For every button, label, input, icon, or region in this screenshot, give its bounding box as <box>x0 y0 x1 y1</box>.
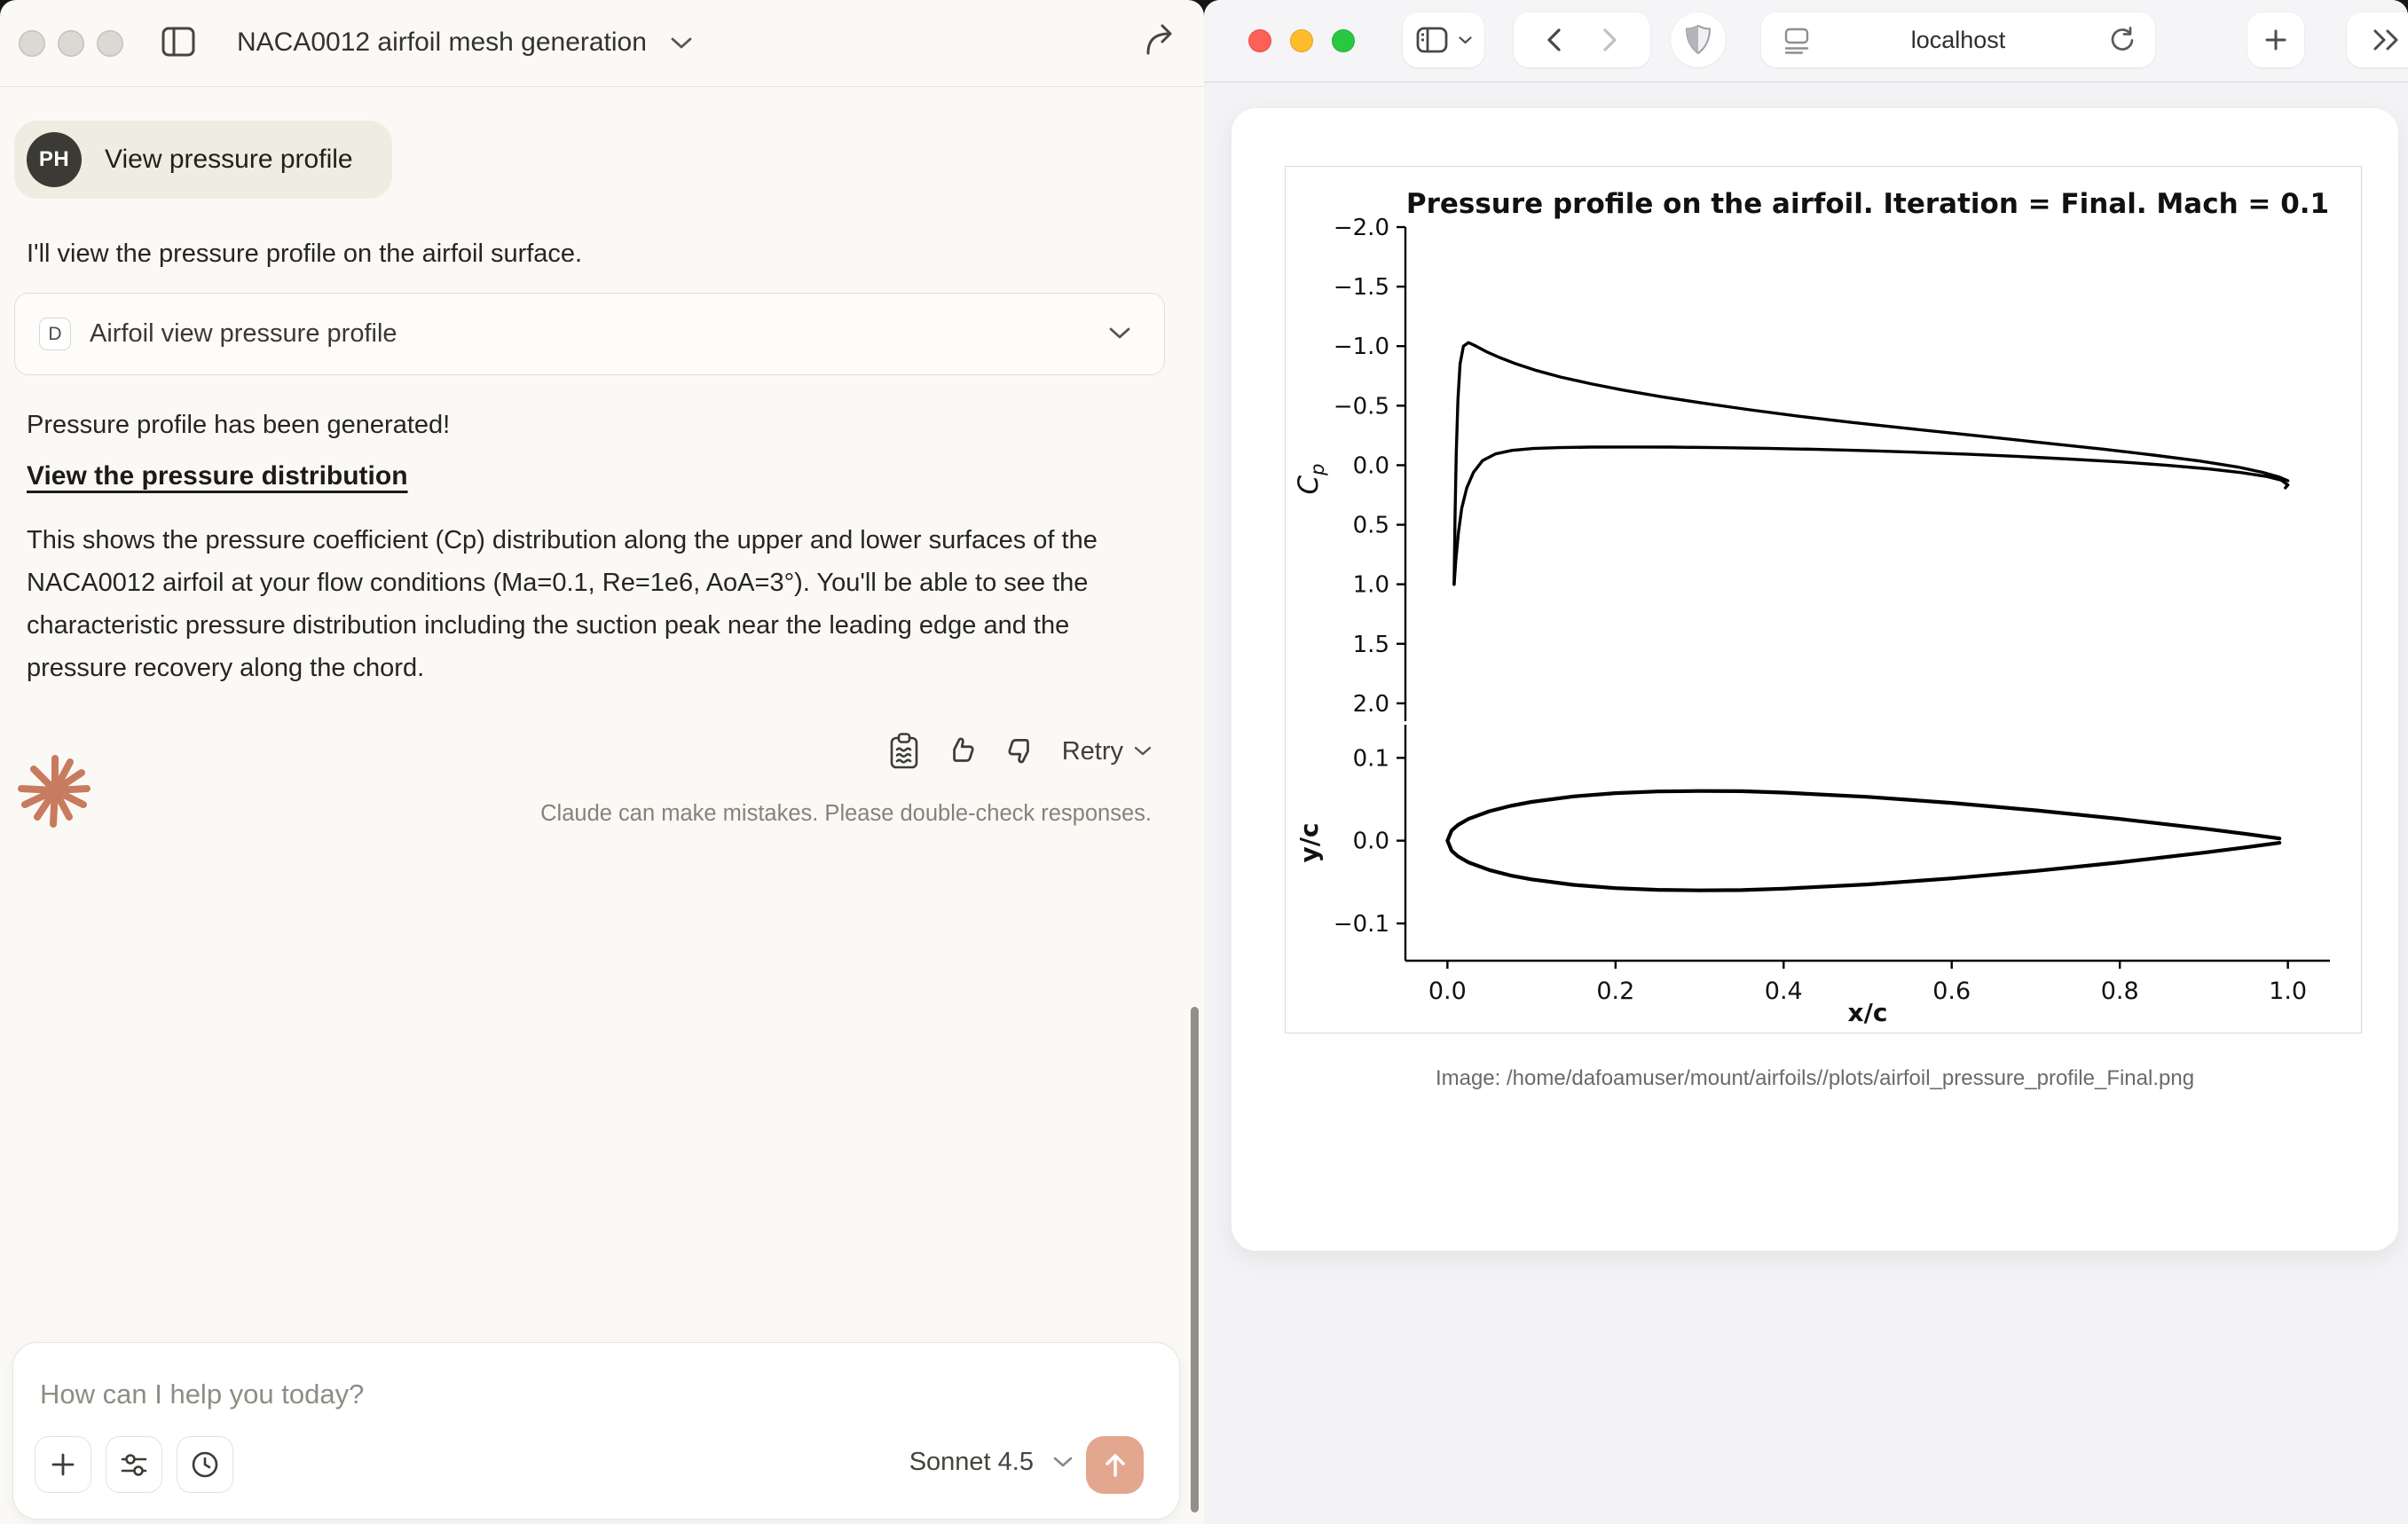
svg-text:−0.5: −0.5 <box>1333 393 1389 420</box>
chart-svg <box>1286 167 2361 1033</box>
retry-chevron-down-icon <box>1134 746 1152 757</box>
sidebar-chevron-down-icon <box>1459 36 1472 44</box>
arrow-up-icon <box>1101 1450 1129 1481</box>
plus-icon <box>50 1451 76 1478</box>
claude-logo-icon <box>14 750 96 831</box>
svg-text:y/c: y/c <box>1294 822 1324 863</box>
shield-icon <box>1685 24 1712 56</box>
window-control-minimize[interactable] <box>58 30 84 57</box>
pressure-distribution-link[interactable]: View the pressure distribution <box>27 461 408 491</box>
sidebar-toggle-icon[interactable] <box>161 27 195 57</box>
reload-icon[interactable] <box>2109 26 2136 54</box>
copy-icon[interactable] <box>888 732 920 771</box>
safari-nav-buttons <box>1514 12 1650 67</box>
safari-zoom-button[interactable] <box>1332 29 1355 52</box>
sidebar-icon <box>1416 27 1448 53</box>
svg-text:−2.0: −2.0 <box>1333 215 1389 241</box>
user-message-text: View pressure profile <box>105 145 353 174</box>
assistant-intro-text: I'll view the pressure profile on the airfoil surface. <box>27 240 583 268</box>
composer-input[interactable]: How can I help you today? <box>40 1379 365 1410</box>
pressure-profile-chart <box>1285 166 2362 1033</box>
retry-label: Retry <box>1061 736 1123 766</box>
page-icon[interactable] <box>1784 27 1809 54</box>
window-control-zoom[interactable] <box>97 30 123 57</box>
claude-scrollbar[interactable] <box>1191 1007 1199 1512</box>
tool-call-card[interactable] <box>14 293 1165 375</box>
tools-button[interactable] <box>106 1436 162 1493</box>
address-text: localhost <box>1910 26 2006 53</box>
message-actions-row <box>0 731 1152 772</box>
window-control-close[interactable] <box>19 30 45 57</box>
thumbs-down-icon[interactable] <box>1003 735 1037 768</box>
safari-toolbar <box>1204 0 2408 82</box>
history-button[interactable] <box>177 1436 233 1493</box>
disclaimer-text: Claude can make mistakes. Please double-check responses. <box>540 801 1152 826</box>
safari-sidebar-button[interactable] <box>1403 12 1484 67</box>
composer-card <box>12 1342 1180 1520</box>
thumbs-up-icon[interactable] <box>945 735 979 768</box>
tool-badge: D <box>39 318 71 350</box>
model-label: Sonnet 4.5 <box>909 1448 1034 1476</box>
svg-text:0.0: 0.0 <box>1352 452 1389 480</box>
double-chevron-right-icon <box>2372 28 2402 51</box>
forward-icon[interactable] <box>1600 27 1619 52</box>
tool-chevron-down-icon[interactable] <box>1109 327 1130 340</box>
svg-text:−0.1: −0.1 <box>1333 911 1389 938</box>
svg-text:0.2: 0.2 <box>1596 978 1635 1005</box>
svg-text:0.1: 0.1 <box>1352 745 1389 773</box>
sliders-icon <box>120 1451 148 1478</box>
safari-minimize-button[interactable] <box>1290 29 1313 52</box>
page-content-card <box>1232 108 2398 1251</box>
svg-text:−1.5: −1.5 <box>1333 274 1389 302</box>
tab-overview-button[interactable] <box>2347 12 2408 67</box>
svg-text:Cp: $C_p$ <box>1293 463 1328 495</box>
claude-header <box>0 0 1204 87</box>
image-caption: Image: /home/dafoamuser/mount/airfoils//plots/airfoil_pressure_profile_Final.png <box>1435 1066 2195 1090</box>
assistant-body-paragraph: This shows the pressure coefficient (Cp) distribution along the upper and lower surfaces of the NACA0012 airfoil at your flow conditions (Ma=0.1, Re=1e6, AoA=3°). You'll be able to see the characteristic pressure distribution including the suction peak near the leading edge and the pressure recovery along the chord. <box>27 526 1098 682</box>
svg-text:0.5: 0.5 <box>1352 512 1389 539</box>
send-button[interactable] <box>1086 1436 1144 1494</box>
retry-button[interactable] <box>1062 737 1152 766</box>
conversation-title[interactable]: NACA0012 airfoil mesh generation <box>237 27 647 57</box>
svg-text:1.5: 1.5 <box>1352 631 1389 658</box>
svg-text:1.0: 1.0 <box>1352 571 1389 599</box>
safari-address-bar[interactable] <box>1761 12 2155 67</box>
safari-privacy-button[interactable] <box>1671 12 1726 67</box>
safari-close-button[interactable] <box>1248 29 1271 52</box>
back-icon[interactable] <box>1545 27 1564 52</box>
svg-text:1.0: 1.0 <box>2269 978 2308 1005</box>
attach-button[interactable] <box>35 1436 91 1493</box>
svg-text:Pressure profile on the airfoi: Pressure profile on the airfoil. Iteration = Final. Mach = 0.1 <box>1405 188 2330 220</box>
plus-icon <box>2263 27 2288 52</box>
svg-text:0.0: 0.0 <box>1428 978 1467 1005</box>
user-avatar: PH <box>27 132 82 187</box>
model-chevron-down-icon <box>1053 1457 1073 1468</box>
svg-text:2.0: 2.0 <box>1352 690 1389 718</box>
share-icon[interactable] <box>1141 21 1180 60</box>
safari-window <box>1204 0 2408 1524</box>
model-selector[interactable] <box>909 1448 1073 1477</box>
svg-text:0.0: 0.0 <box>1352 828 1389 855</box>
svg-text:0.6: 0.6 <box>1932 978 1971 1005</box>
svg-text:x/c: x/c <box>1847 998 1888 1027</box>
svg-text:−1.0: −1.0 <box>1333 334 1389 361</box>
result-line: Pressure profile has been generated! <box>27 411 451 439</box>
new-tab-button[interactable] <box>2247 12 2304 67</box>
user-message-bubble <box>14 121 392 199</box>
title-chevron-down-icon[interactable] <box>671 37 692 50</box>
clock-icon <box>190 1449 220 1480</box>
svg-text:0.8: 0.8 <box>2100 978 2139 1005</box>
svg-text:0.4: 0.4 <box>1764 978 1803 1005</box>
tool-label: Airfoil view pressure profile <box>90 319 397 348</box>
